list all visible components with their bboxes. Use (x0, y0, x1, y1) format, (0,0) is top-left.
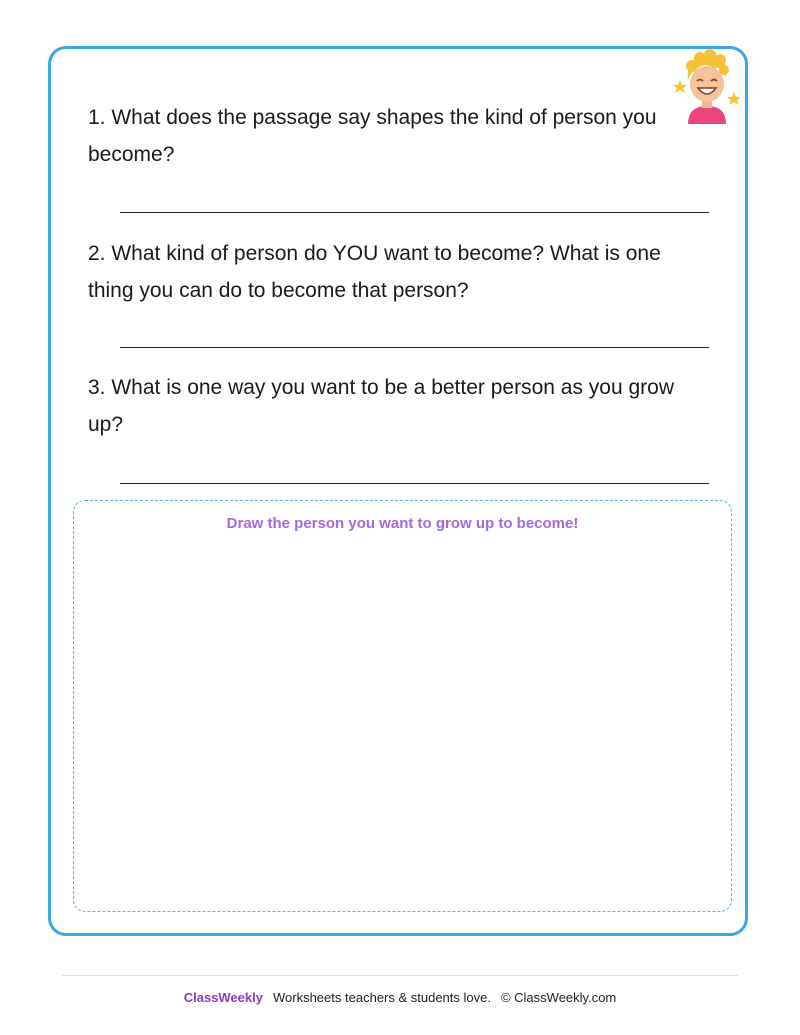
question-3: 3. What is one way you want to be a better person as you grow up? (88, 376, 674, 436)
drawing-area[interactable] (73, 500, 732, 912)
question-1: 1. What does the passage say shapes the kind of person you become? (88, 106, 657, 166)
answer-line-1[interactable] (120, 212, 709, 213)
drawing-prompt: Draw the person you want to grow up to become! (226, 515, 579, 532)
footer (0, 990, 800, 1005)
footer-copyright: © ClassWeekly.com (500, 990, 617, 1005)
answer-line-2[interactable] (120, 347, 709, 348)
footer-divider (62, 975, 738, 976)
question-2: 2. What kind of person do YOU want to become? What is one thing you can do to become that person? (88, 242, 661, 302)
footer-brand: ClassWeekly (183, 990, 263, 1005)
footer-tagline: Worksheets teachers & students love. (272, 990, 491, 1005)
answer-line-3[interactable] (120, 483, 709, 484)
